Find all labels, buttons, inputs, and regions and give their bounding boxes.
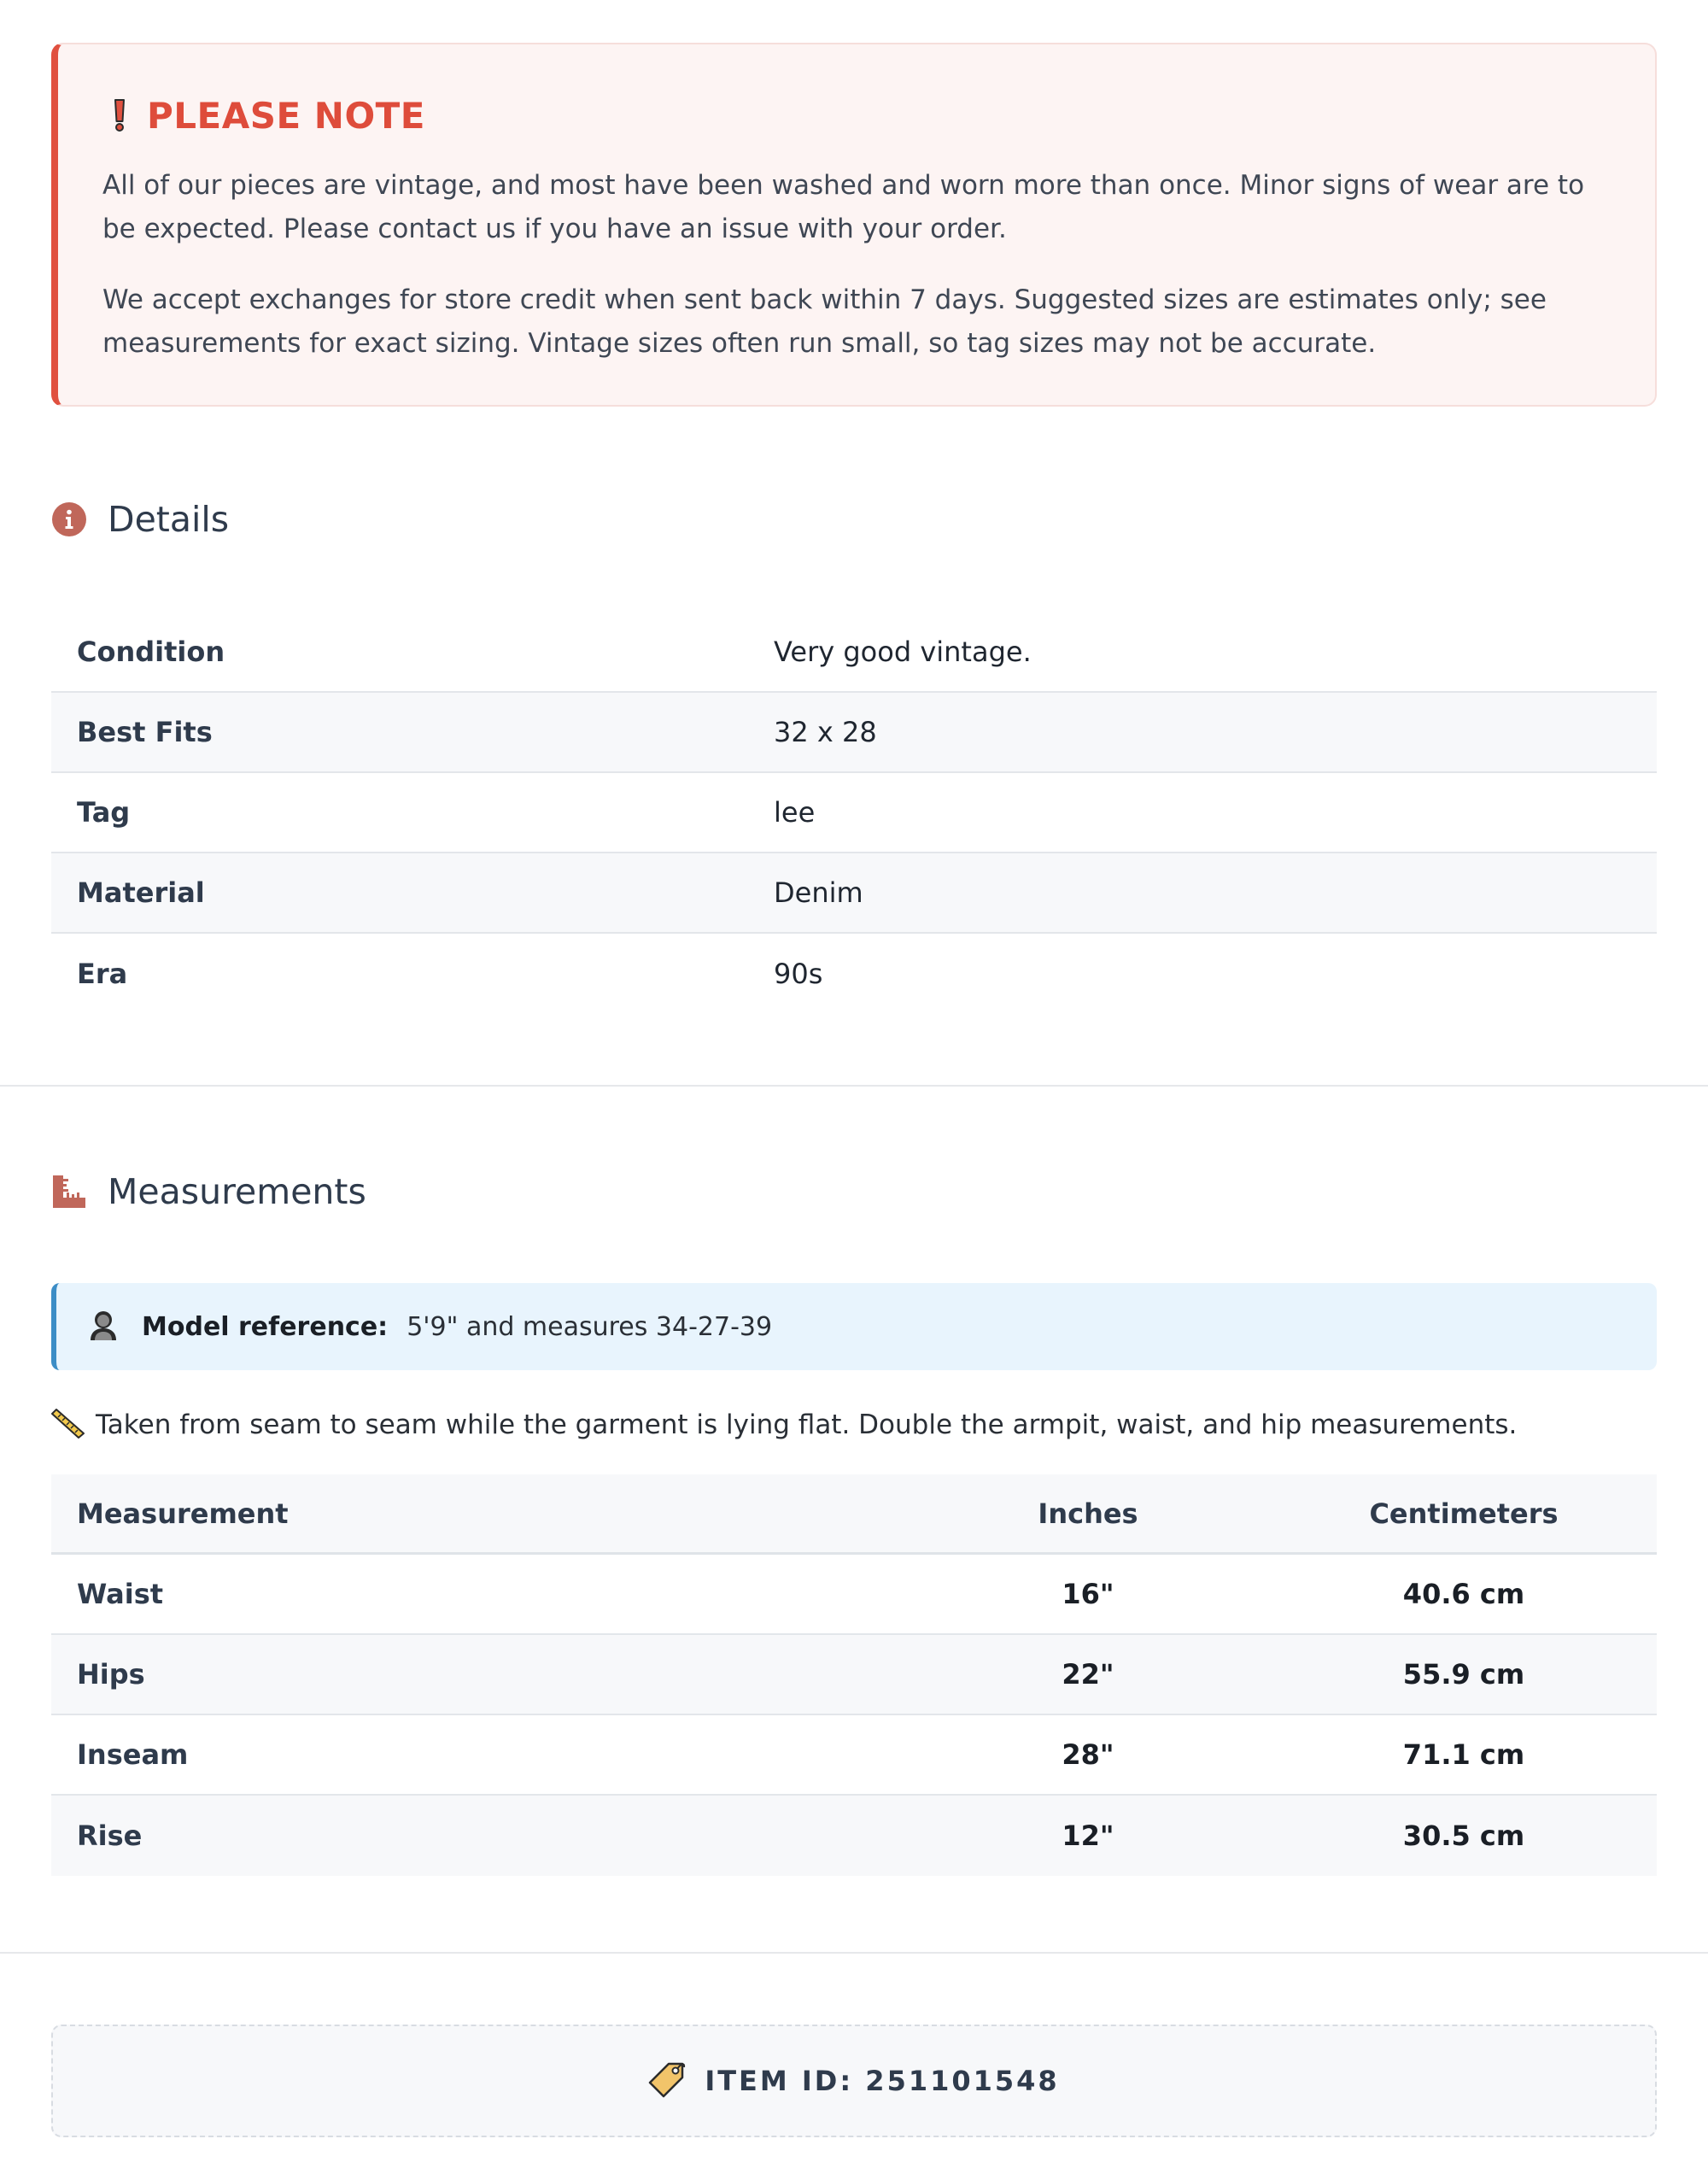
table-header-row bbox=[51, 1474, 1657, 1555]
measurement-inches: 12" bbox=[1062, 1820, 1114, 1852]
detail-value: 90s bbox=[774, 958, 823, 990]
detail-value: 32 x 28 bbox=[774, 716, 877, 748]
column-header-measurement: Measurement bbox=[77, 1497, 289, 1530]
table-row bbox=[51, 1635, 1657, 1715]
person-icon bbox=[87, 1309, 120, 1345]
detail-value: Very good vintage. bbox=[774, 636, 1032, 668]
table-row bbox=[51, 612, 1657, 693]
table-row bbox=[51, 1555, 1657, 1635]
measurement-note bbox=[51, 1408, 1517, 1442]
table-row bbox=[51, 1715, 1657, 1796]
measurements-table bbox=[51, 1474, 1657, 1876]
measurement-name: Inseam bbox=[77, 1738, 189, 1771]
measurements-header bbox=[51, 1171, 366, 1212]
detail-value: Denim bbox=[774, 876, 863, 909]
measurement-name: Waist bbox=[77, 1578, 164, 1610]
info-circle-icon bbox=[51, 501, 87, 537]
section-divider bbox=[0, 1085, 1708, 1087]
detail-label: Era bbox=[77, 958, 128, 990]
detail-value: lee bbox=[774, 796, 816, 829]
table-row bbox=[51, 934, 1657, 1014]
measurement-inches: 28" bbox=[1062, 1738, 1114, 1771]
measurement-note-text: Taken from seam to seam while the garment is lying flat. Double the armpit, waist, and hip measurements. bbox=[96, 1409, 1518, 1440]
notice-paragraph-2: We accept exchanges for store credit when sent back within 7 days. Suggested sizes are estimates only; see measurements for exact sizing. Vintage sizes often run small, so tag sizes may not be accurate. bbox=[102, 284, 1547, 359]
detail-label: Material bbox=[77, 876, 205, 909]
table-row bbox=[51, 693, 1657, 773]
detail-label: Tag bbox=[77, 796, 131, 829]
measurements-title: Measurements bbox=[108, 1171, 366, 1212]
detail-label: Best Fits bbox=[77, 716, 213, 748]
ruler-icon bbox=[51, 1174, 87, 1210]
please-note-notice bbox=[51, 43, 1657, 407]
item-id-label: ITEM ID: 251101548 bbox=[705, 2065, 1060, 2097]
table-row bbox=[51, 853, 1657, 934]
measurement-name: Rise bbox=[77, 1820, 143, 1852]
measurement-inches: 16" bbox=[1062, 1578, 1114, 1610]
exclamation-icon bbox=[102, 94, 137, 137]
notice-paragraph-1: All of our pieces are vintage, and most have been washed and worn more than once. Minor signs of wear are to be expected. Please contact us if you have an issue with your order. bbox=[102, 170, 1585, 244]
detail-label: Condition bbox=[77, 636, 225, 668]
measurement-cm: 40.6 cm bbox=[1402, 1578, 1525, 1610]
measurement-cm: 55.9 cm bbox=[1402, 1658, 1525, 1691]
details-title: Details bbox=[108, 499, 230, 540]
details-table bbox=[51, 612, 1657, 1014]
price-tag-icon bbox=[648, 2060, 686, 2101]
column-header-inches: Inches bbox=[1038, 1497, 1138, 1530]
notice-header bbox=[102, 94, 1607, 137]
measurement-cm: 71.1 cm bbox=[1402, 1738, 1525, 1771]
section-divider bbox=[0, 1952, 1708, 1954]
measurement-inches: 22" bbox=[1062, 1658, 1114, 1691]
measurement-cm: 30.5 cm bbox=[1402, 1820, 1525, 1852]
model-reference-label: Model reference: bbox=[142, 1311, 389, 1342]
measurement-name: Hips bbox=[77, 1658, 145, 1691]
table-row bbox=[51, 773, 1657, 853]
notice-title: PLEASE NOTE bbox=[147, 94, 425, 137]
straight-ruler-icon bbox=[51, 1408, 85, 1442]
column-header-centimeters: Centimeters bbox=[1369, 1497, 1559, 1530]
item-id-box bbox=[51, 2025, 1657, 2137]
table-row bbox=[51, 1796, 1657, 1876]
model-reference-banner bbox=[51, 1283, 1657, 1370]
details-header bbox=[51, 499, 229, 540]
model-reference-value: 5'9" and measures 34-27-39 bbox=[407, 1311, 773, 1342]
